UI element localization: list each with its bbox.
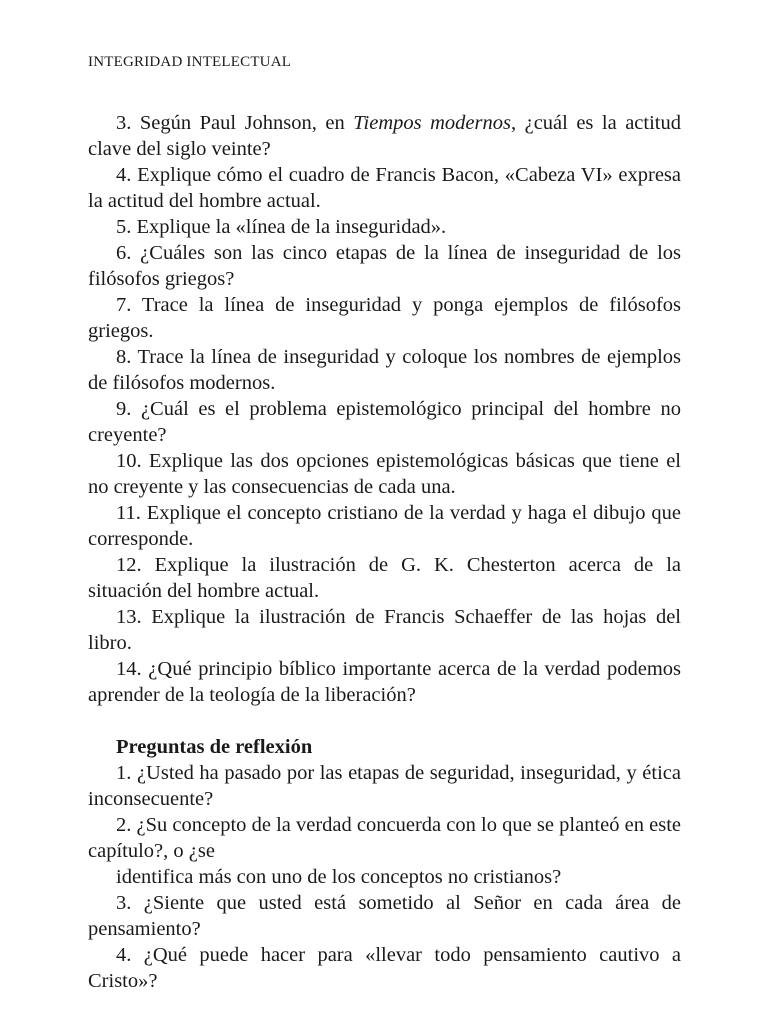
question-9: 9. ¿Cuál es el problema epistemológico principal del hombre no creyente? bbox=[88, 398, 681, 446]
reflection-question-2-continuation: identifica más con uno de los conceptos no cristianos? bbox=[116, 866, 562, 888]
question-12: 12. Explique la ilustración de G. K. Chesterton acerca de la situación del hombre actual. bbox=[88, 554, 681, 602]
section-heading-reflexion: Preguntas de reflexión bbox=[116, 736, 313, 758]
reflection-question-4: 4. ¿Qué puede hacer para «llevar todo pensamiento cautivo a Cristo»? bbox=[88, 944, 681, 992]
body-text bbox=[88, 110, 681, 994]
question-6: 6. ¿Cuáles son las cinco etapas de la línea de inseguridad de los filósofos griegos? bbox=[88, 242, 681, 290]
running-header: INTEGRIDAD INTELECTUAL bbox=[88, 54, 292, 70]
reflection-question-1: 1. ¿Usted ha pasado por las etapas de seguridad, inseguridad, y ética inconsecuente? bbox=[88, 762, 681, 810]
reflection-question-3: 3. ¿Siente que usted está sometido al Señor en cada área de pensamiento? bbox=[88, 892, 681, 940]
question-13: 13. Explique la ilustración de Francis Schaeffer de las hojas del libro. bbox=[88, 606, 681, 654]
reflection-question-2: 2. ¿Su concepto de la verdad concuerda con lo que se planteó en este capítulo?, o ¿se bbox=[88, 814, 681, 862]
question-3-pre: 3. Según Paul Johnson, en bbox=[116, 112, 354, 134]
question-5: 5. Explique la «línea de la inseguridad». bbox=[116, 216, 447, 238]
question-11: 11. Explique el concepto cristiano de la verdad y haga el dibujo que corresponde. bbox=[88, 502, 681, 550]
question-3-post: , ¿cuál es la actitud clave del siglo veinte? bbox=[88, 112, 681, 160]
question-8: 8. Trace la línea de inseguridad y coloque los nombres de ejemplos de filósofos modernos. bbox=[88, 346, 681, 394]
question-10: 10. Explique las dos opciones epistemológicas básicas que tiene el no creyente y las consecuencias de cada una. bbox=[88, 450, 681, 498]
question-3 bbox=[88, 110, 681, 162]
question-7: 7. Trace la línea de inseguridad y ponga ejemplos de filósofos griegos. bbox=[88, 294, 681, 342]
question-14: 14. ¿Qué principio bíblico importante acerca de la verdad podemos aprender de la teología de la liberación? bbox=[88, 658, 681, 706]
book-title-italic: Tiempos modernos bbox=[353, 112, 511, 134]
question-4: 4. Explique cómo el cuadro de Francis Bacon, «Cabeza VI» expresa la actitud del hombre actual. bbox=[88, 164, 681, 212]
